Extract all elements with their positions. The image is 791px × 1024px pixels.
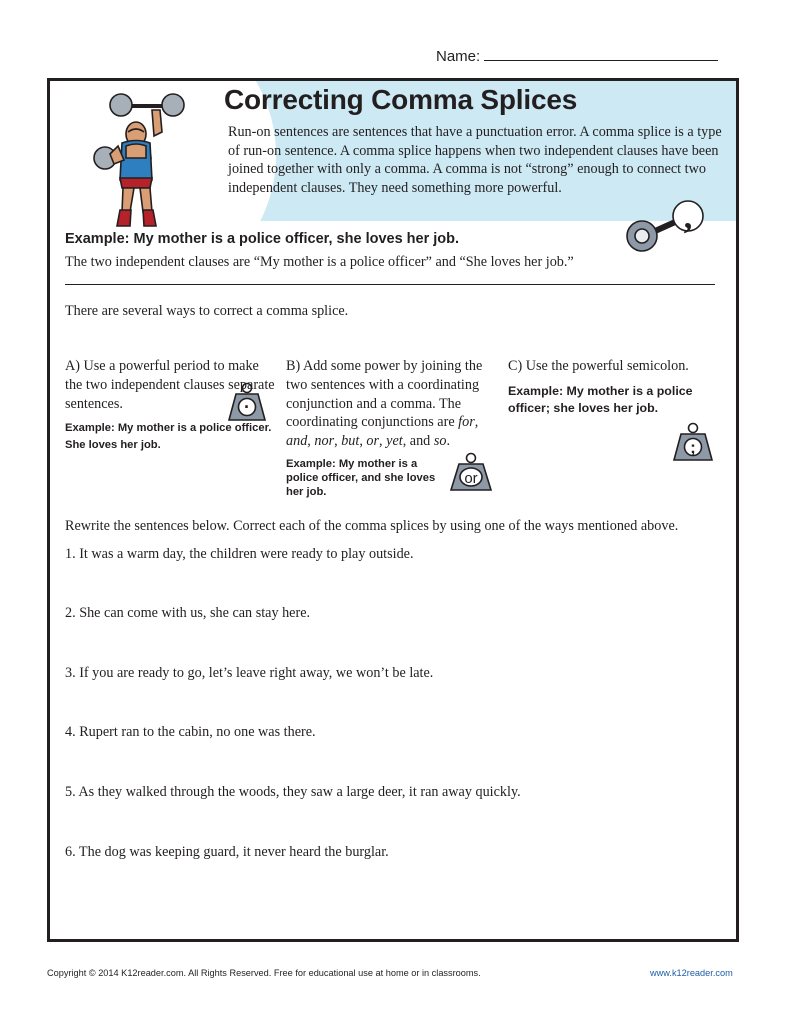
question-6: 6. The dog was keeping guard, it never heard the burglar. (65, 844, 389, 860)
semicolon-symbol: ; (690, 438, 696, 457)
name-blank-line[interactable] (484, 46, 718, 61)
example-sentence: Example: My mother is a police officer, she loves her job. (65, 231, 460, 247)
or-weight-icon (448, 451, 494, 493)
question-5: 5. As they walked through the woods, they saw a large deer, it ran away quickly. (65, 784, 521, 800)
strongman-icon (90, 88, 190, 230)
divider (65, 284, 715, 285)
period-symbol: · (244, 397, 250, 417)
method-c-text: C) Use the powerful semicolon. (508, 358, 689, 374)
dumbbell-comma: , (683, 199, 693, 236)
comma-dumbbell-icon (626, 198, 710, 254)
or-symbol: or (464, 470, 478, 487)
method-a-text: A) Use a powerful period to make the two independent clauses separate sentences. (65, 358, 275, 412)
method-b-example: Example: My mother is a police officer, and she loves her job. (286, 458, 436, 498)
period-weight-icon (226, 381, 268, 423)
intro-paragraph: Run-on sentences are sentences that have a punctuation error. A comma splice is a type of run-on sentence. A comma splice happens when two independent clauses have been joined together with only a comma. A comma is not “strong” enough to connect two independent clauses. They need something more powerful. (228, 124, 722, 196)
copyright-notice: Copyright © 2014 K12reader.com. All Rights Reserved. Free for educational use at home or in classrooms. (47, 968, 481, 978)
ways-intro: There are several ways to correct a comma splice. (65, 303, 349, 319)
method-b-text: B) Add some power by joining the two sentences with a coordinating conjunction and a comma. The coordinating conjunctions are for, and, nor, but, or, yet, and so. (286, 358, 483, 450)
name-label: Name: (436, 48, 481, 65)
question-2: 2. She can come with us, she can stay here. (65, 605, 311, 621)
semicolon-weight-icon (671, 421, 715, 463)
question-4: 4. Rupert ran to the cabin, no one was there. (65, 724, 316, 740)
instructions: Rewrite the sentences below. Correct each of the comma splices by using one of the ways mentioned above. (65, 518, 679, 534)
page-title: Correcting Comma Splices (224, 84, 578, 115)
site-link[interactable]: www.k12reader.com (650, 968, 733, 978)
question-3: 3. If you are ready to go, let’s leave right away, we won’t be late. (65, 665, 434, 681)
method-c-example: Example: My mother is a police officer; she loves her job. (508, 384, 693, 415)
name-field (436, 46, 718, 65)
question-1: 1. It was a warm day, the children were ready to play outside. (65, 546, 414, 562)
method-a-example: Example: My mother is a police officer. She loves her job. (65, 422, 272, 451)
example-explanation: The two independent clauses are “My mother is a police officer” and “She loves her job.” (65, 254, 574, 270)
